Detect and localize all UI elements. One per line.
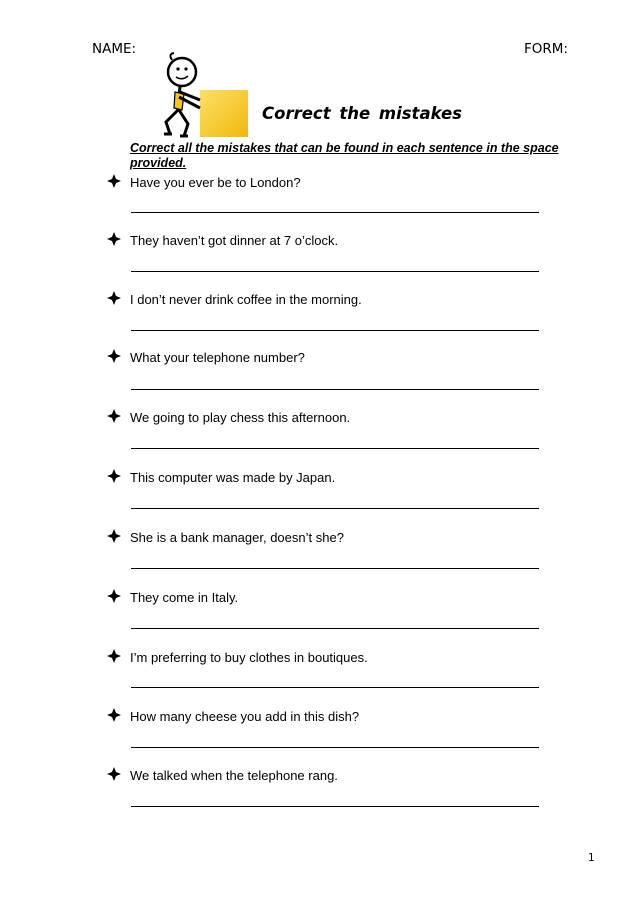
- sentence-text: She is a bank manager, doesn’t she?: [130, 530, 344, 545]
- diamond-bullet-icon: [107, 589, 121, 603]
- answer-line[interactable]: [131, 271, 539, 272]
- sentence-text: They haven’t got dinner at 7 o’clock.: [130, 233, 339, 248]
- diamond-bullet-icon: [107, 409, 121, 423]
- diamond-bullet-icon: [107, 291, 121, 305]
- answer-line[interactable]: [131, 687, 539, 688]
- diamond-bullet-icon: [107, 232, 121, 246]
- diamond-bullet-icon: [107, 469, 121, 483]
- sentence-text: I’m preferring to buy clothes in boutiques.: [130, 650, 368, 665]
- name-label: NAME:: [92, 41, 137, 57]
- answer-line[interactable]: [131, 330, 539, 331]
- diamond-bullet-icon: [107, 708, 121, 722]
- sentence-text: This computer was made by Japan.: [130, 470, 336, 485]
- answer-line[interactable]: [131, 389, 539, 390]
- sentence-text: They come in Italy.: [130, 590, 239, 605]
- sentence-text: Have you ever be to London?: [130, 175, 301, 190]
- stick-figure-pushing-box-icon: [158, 50, 250, 138]
- answer-line[interactable]: [131, 212, 539, 213]
- page-number: 1: [588, 852, 595, 864]
- answer-line[interactable]: [131, 448, 539, 449]
- form-label: FORM:: [524, 41, 568, 57]
- diamond-bullet-icon: [107, 767, 121, 781]
- diamond-bullet-icon: [107, 174, 121, 188]
- diamond-bullet-icon: [107, 529, 121, 543]
- answer-line[interactable]: [131, 628, 539, 629]
- diamond-bullet-icon: [107, 349, 121, 363]
- page-title: Correct the mistakes: [262, 104, 462, 123]
- sentence-text: I don’t never drink coffee in the morning.: [130, 292, 362, 307]
- answer-line[interactable]: [131, 806, 539, 807]
- sentence-text: We going to play chess this afternoon.: [130, 410, 351, 425]
- answer-line[interactable]: [131, 508, 539, 509]
- sentence-text: How many cheese you add in this dish?: [130, 709, 360, 724]
- instruction-body: Correct all the mistakes that can be found in each sentence in the space provided: [130, 141, 559, 170]
- sentence-text: We talked when the telephone rang.: [130, 768, 338, 783]
- answer-line[interactable]: [131, 568, 539, 569]
- answer-line[interactable]: [131, 747, 539, 748]
- sentence-text: What your telephone number?: [130, 350, 305, 365]
- instruction-period: .: [182, 156, 187, 170]
- diamond-bullet-icon: [107, 649, 121, 663]
- instruction-text: [130, 141, 580, 171]
